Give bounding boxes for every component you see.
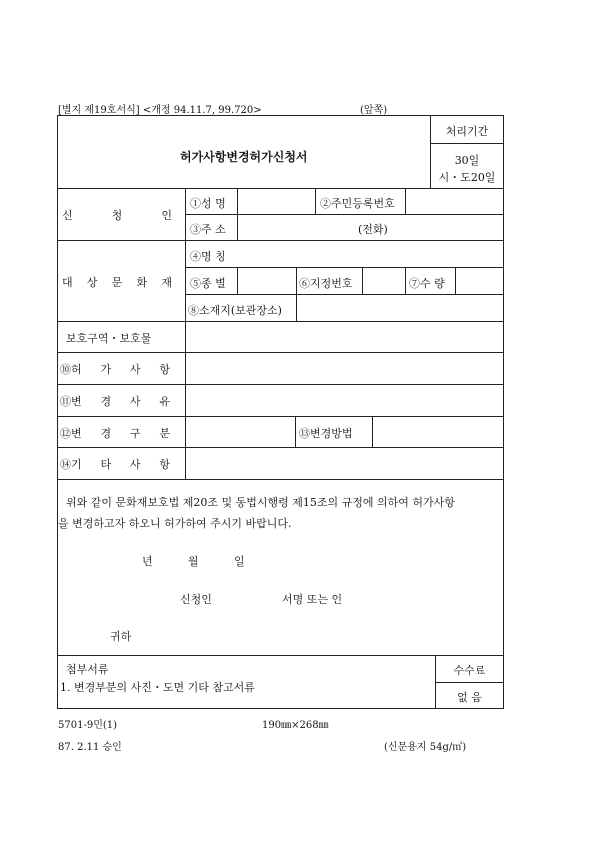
processing-period-label: 처리기간	[445, 125, 489, 138]
date-day-label: 일	[234, 555, 245, 568]
divider	[372, 416, 373, 447]
property-label-char: 화	[136, 276, 148, 289]
date-year-label: 년	[142, 555, 153, 568]
divider	[237, 188, 238, 240]
divider	[185, 294, 504, 295]
paper-type: (신문용지 54g/㎡)	[384, 742, 467, 753]
change-reason-label: ⑪변 경 사 유	[60, 395, 170, 408]
address-label: ③주 소	[190, 223, 226, 236]
applicant-section-label	[62, 207, 172, 223]
rrn-label: ②주민등록번호	[320, 197, 395, 210]
applicant-label-char: 청	[111, 209, 123, 222]
applicant-label-char: 인	[161, 209, 172, 222]
protection-zone-label: 보호구역・보호물	[66, 332, 152, 345]
divider	[57, 352, 504, 353]
form-code: 5701-9민(1)	[58, 720, 118, 731]
statement-line-2: 을 변경하고자 하오니 허가하여 주시기 바랍니다.	[58, 517, 292, 530]
applicant-label-char: 신	[62, 209, 73, 222]
property-label-char: 상	[86, 276, 98, 289]
property-label-char: 대	[62, 276, 73, 289]
processing-period-sub: 시・도20일	[438, 171, 496, 184]
recipient-label: 귀하	[110, 630, 132, 643]
fee-value: 없 음	[457, 691, 482, 704]
divider	[237, 267, 238, 294]
form-number: [별지 제19호서식] <개정 94.11.7, 99.720>	[58, 105, 262, 116]
attachment-item-1: 1. 변경부분의 사진・도면 기타 참고서류	[60, 681, 255, 694]
divider	[57, 416, 504, 417]
property-title-label: ④명 칭	[190, 250, 226, 263]
divider	[185, 267, 504, 268]
divider	[57, 479, 504, 480]
quantity-label: ⑦수 량	[409, 277, 445, 290]
name-label: ①성 명	[190, 197, 226, 210]
form-frame	[57, 115, 504, 709]
divider	[405, 188, 406, 214]
applicant-sign-label: 신청인	[180, 593, 212, 606]
divider	[185, 214, 504, 215]
designation-number-label: ⑥지정번호	[299, 277, 353, 290]
divider	[185, 188, 186, 479]
divider	[435, 682, 504, 683]
phone-label: (전화)	[358, 223, 388, 236]
property-label-char: 문	[111, 276, 123, 289]
form-title: 허가사항변경허가신청서	[180, 150, 308, 164]
divider	[57, 655, 504, 656]
fee-label: 수수료	[453, 664, 486, 677]
property-label-char: 재	[161, 276, 172, 289]
divider	[315, 188, 316, 214]
attachments-label: 첨부서류	[66, 663, 109, 676]
statement-line-1: 위와 같이 문화재보호법 제20조 및 동법시행령 제15조의 규정에 의하여 허가사항	[66, 496, 455, 509]
property-type-label: ⑤종 별	[190, 277, 226, 290]
divider	[455, 267, 456, 294]
permit-items-label: ⑩허 가 사 항	[60, 363, 170, 376]
divider	[296, 294, 297, 321]
page-side-label: (앞쪽)	[360, 105, 388, 116]
property-section-label	[62, 274, 172, 290]
divider	[57, 384, 504, 385]
divider	[362, 267, 363, 294]
divider	[57, 447, 504, 448]
location-label: ⑧소재지(보관장소)	[188, 304, 282, 317]
signature-label: 서명 또는 인	[282, 593, 343, 606]
divider	[295, 416, 296, 447]
divider	[405, 267, 406, 294]
approval-date: 87. 2.11 승인	[58, 742, 122, 753]
other-items-label: ⑭기 타 사 항	[60, 458, 170, 471]
divider	[57, 321, 504, 322]
date-month-label: 월	[188, 555, 199, 568]
divider	[296, 267, 297, 294]
paper-size: 190㎜×268㎜	[262, 720, 329, 731]
change-category-label: ⑫변 경 구 분	[60, 427, 170, 440]
divider	[57, 188, 504, 189]
processing-period-value: 30일	[454, 154, 480, 167]
divider	[57, 240, 504, 241]
change-method-label: ⑬변경방법	[299, 427, 353, 440]
divider	[430, 143, 504, 144]
